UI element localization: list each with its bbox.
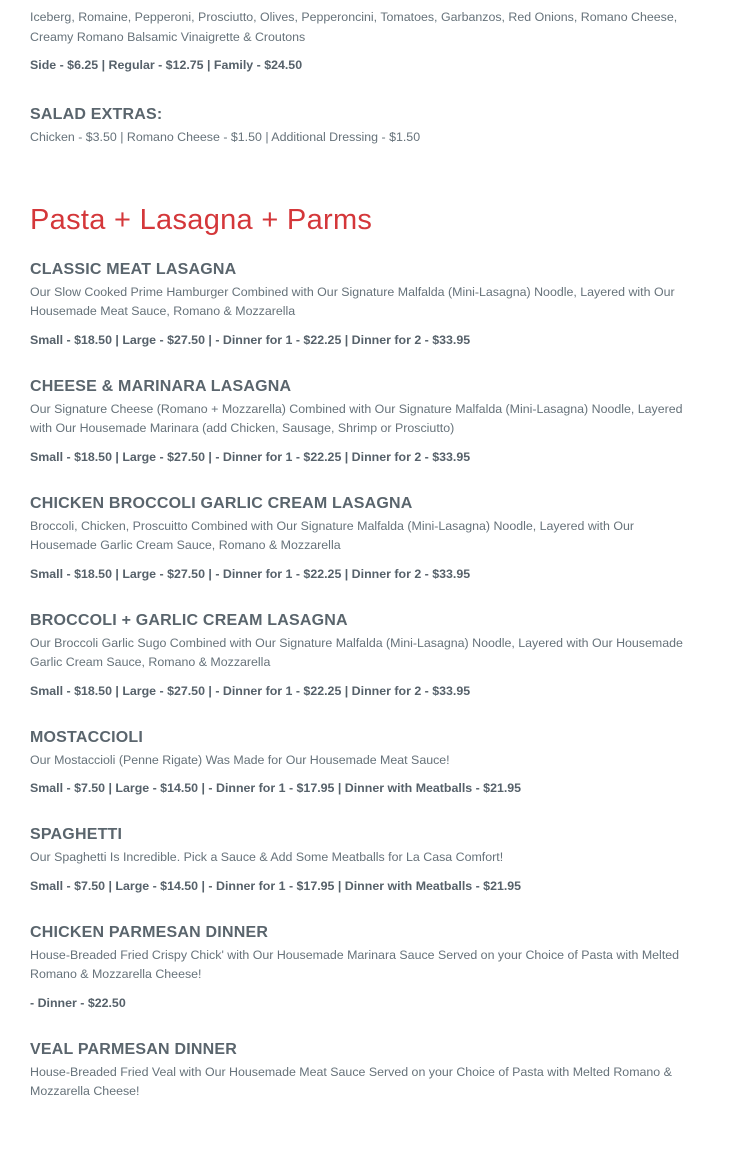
item-prices-text: Small - $18.50 | Large - $27.50 | - Dinner for 1 - $22.25 | Dinner for 2 - $33.95: [30, 332, 471, 347]
menu-item: [30, 825, 702, 896]
menu-item: [30, 1040, 702, 1102]
item-prices: [30, 448, 702, 467]
menu-item: [30, 377, 702, 467]
item-title: SALAD EXTRAS:: [30, 106, 163, 123]
item-description: Our Slow Cooked Prime Hamburger Combined with Our Signature Malfalda (Mini-Lasagna) Noodle, Layered with Our Housemade Meat Sauce, Romano & Mozzarella: [30, 284, 675, 318]
menu-item: [30, 611, 702, 701]
menu-item: [30, 728, 702, 799]
item-prices: [30, 331, 702, 350]
item-title: BROCCOLI + GARLIC CREAM LASAGNA: [30, 611, 348, 629]
menu-item: [30, 260, 702, 350]
item-prices: [30, 779, 702, 798]
chopped-salad-item: [30, 0, 702, 75]
item-prices-text: Small - $18.50 | Large - $27.50 | - Dinner for 1 - $22.25 | Dinner for 2 - $33.95: [30, 683, 471, 698]
item-prices-text: - Dinner - $22.50: [30, 995, 126, 1010]
item-list: [30, 260, 702, 1102]
item-description: Iceberg, Romaine, Pepperoni, Prosciutto, Olives, Pepperoncini, Tomatoes, Garbanzos, Red Onions, Romano Cheese, Creamy Romano Balsamic Vinaigrette & Croutons: [30, 10, 678, 44]
item-description: Our Spaghetti Is Incredible. Pick a Sauce & Add Some Meatballs for La Casa Comfort!: [30, 850, 504, 864]
item-prices-text: Small - $7.50 | Large - $14.50 | - Dinner for 1 - $17.95 | Dinner with Meatballs - $21.95: [30, 878, 522, 893]
item-description: House-Breaded Fried Veal with Our Housemade Meat Sauce Served on your Choice of Pasta with Melted Romano & Mozzarella Cheese!: [30, 1064, 672, 1098]
menu-page: [30, 0, 702, 1102]
item-prices-text: Small - $7.50 | Large - $14.50 | - Dinner for 1 - $17.95 | Dinner with Meatballs - $21.95: [30, 781, 522, 795]
item-title: CHICKEN PARMESAN DINNER: [30, 923, 269, 941]
menu-item: [30, 923, 702, 1013]
menu-item: [30, 494, 702, 584]
item-description: Our Mostaccioli (Penne Rigate) Was Made for Our Housemade Meat Sauce!: [30, 752, 450, 767]
item-prices: [30, 994, 702, 1013]
item-title: CHEESE & MARINARA LASAGNA: [30, 377, 292, 395]
section-title: Pasta + Lasagna + Parms: [30, 203, 373, 236]
item-title: CLASSIC MEAT LASAGNA: [30, 260, 237, 278]
item-prices-text: Small - $18.50 | Large - $27.50 | - Dinner for 1 - $22.25 | Dinner for 2 - $33.95: [30, 566, 471, 581]
item-description: House-Breaded Fried Crispy Chick' with Our Housemade Marinara Sauce Served on your Choice of Pasta with Melted Romano & Mozzarella Cheese!: [30, 947, 680, 981]
item-prices: [30, 565, 702, 584]
salad-extras: [30, 105, 702, 148]
item-description: Chicken - $3.50 | Romano Cheese - $1.50 | Additional Dressing - $1.50: [30, 130, 421, 144]
item-title: VEAL PARMESAN DINNER: [30, 1040, 237, 1058]
item-prices: Side - $6.25 | Regular - $12.75 | Family - $24.50: [30, 58, 303, 72]
item-title: CHICKEN BROCCOLI GARLIC CREAM LASAGNA: [30, 494, 413, 512]
item-prices-text: Small - $18.50 | Large - $27.50 | - Dinner for 1 - $22.25 | Dinner for 2 - $33.95: [30, 449, 471, 464]
item-description: Our Signature Cheese (Romano + Mozzarella) Combined with Our Signature Malfalda (Mini-Lasagna) Noodle, Layered with Our Housemade Marinara (add Chicken, Sausage, Shrimp or Prosciutto): [30, 401, 683, 435]
item-description: Broccoli, Chicken, Proscuitto Combined with Our Signature Malfalda (Mini-Lasagna) Noodle, Layered with Our Housemade Garlic Cream Sauce, Romano & Mozzarella: [30, 518, 634, 552]
item-title: SPAGHETTI: [30, 826, 123, 843]
item-prices: [30, 877, 702, 896]
item-title: MOSTACCIOLI: [30, 728, 144, 746]
item-prices: [30, 682, 702, 701]
item-description: Our Broccoli Garlic Sugo Combined with Our Signature Malfalda (Mini-Lasagna) Noodle, Layered with Our Housemade Garlic Cream Sauce, Romano & Mozzarella: [30, 635, 683, 669]
